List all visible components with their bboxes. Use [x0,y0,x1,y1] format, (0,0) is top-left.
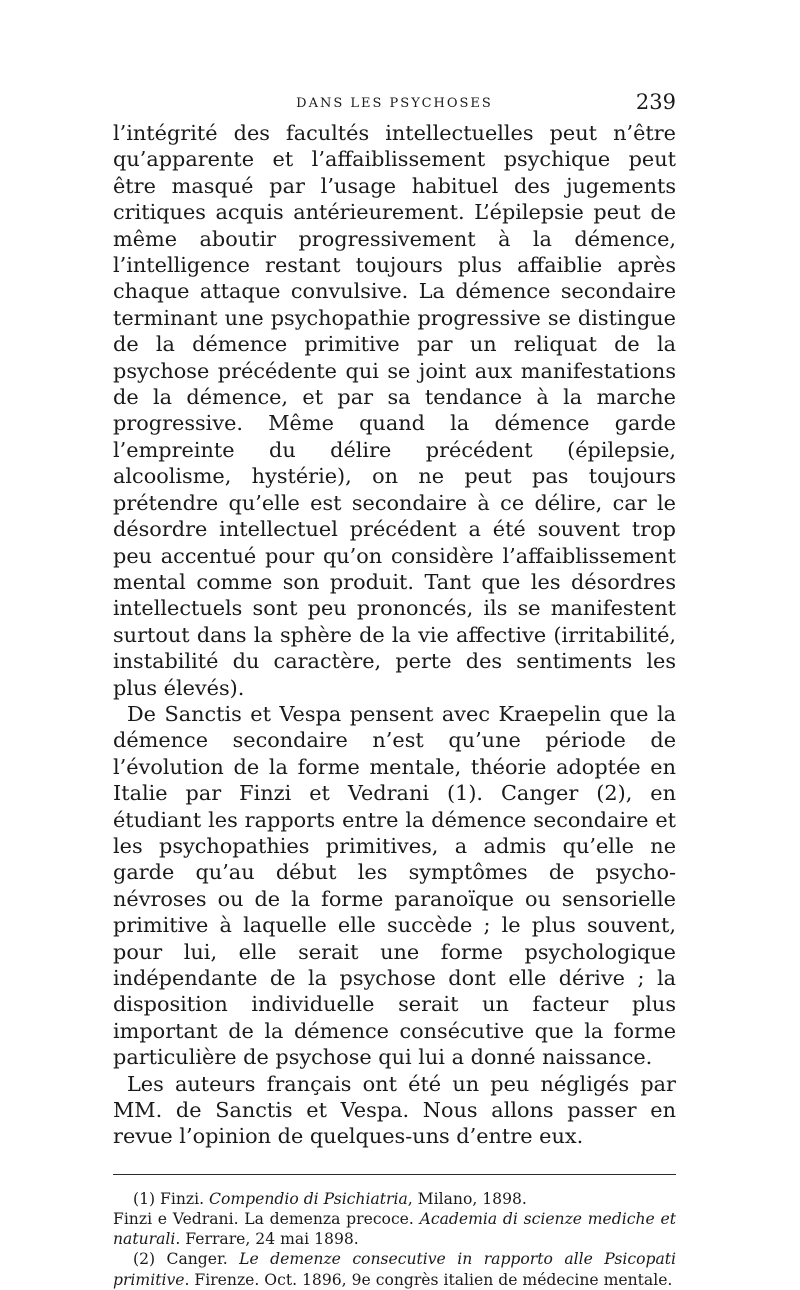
footnote-1 [113,1189,676,1209]
footnote-2-title: Le demenze consecutive in rapporto alle Psicopati primitive [113,1250,676,1289]
paragraph-3: Les auteurs français ont été un peu négligés par MM. de Sanctis et Vespa. Nous allons passer en revue l’opinion de quelques-uns d’entre eux. [113,1071,676,1149]
footnote-rule [113,1174,676,1175]
paragraph-2: De Sanctis et Vespa pensent avec Kraepelin que la démence secondaire n’est qu’une période de l’évolution de la forme mentale, théorie adoptée en Italie par Finzi et Vedrani (1). Canger (2), en étudiant les rapports entre la démence secondaire et les psychopathies primitives, a admis qu’elle ne garde qu’au début les symptômes de psycho-névroses ou de la forme paranoïque ou sensorielle primitive à laquelle elle succède ; le plus souvent, pour lui, elle serait une forme psychologique indépendante de la psychose dont elle dérive ; la disposition individuelle serait un facteur plus important de la démence consécutive que la forme particulière de psychose qui lui a donné naissance. [113,701,676,1070]
footnote-2-lead: (2) Canger. [133,1250,240,1269]
footnote-1b [113,1209,676,1249]
footnote-2-tail: . Firenze. Oct. 1896, 9e congrès italien de médecine mentale. [184,1270,673,1289]
running-head [113,86,676,120]
footnote-1-title: Compendio di Psichiatria [209,1189,408,1208]
paragraph-1: l’intégrité des facultés intellectuelles peut n’être qu’apparente et l’affaiblissement psychique peut être masqué par l’usage habituel des jugements critiques acquis antérieurement. L’épilepsie peut de même aboutir progressivement à la démence, l’intelligence restant toujours plus affaiblie après chaque attaque convulsive. La démence secondaire terminant une psychopathie progressive se distingue de la démence primitive par un reliquat de la psychose précédente qui se joint aux manifestations de la démence, et par sa tendance à la marche progressive. Même quand la démence garde l’empreinte du délire précédent (épilepsie, alcoolisme, hystérie), on ne peut pas toujours prétendre qu’elle est secondaire à ce délire, car le désordre intellectuel précédent a été souvent trop peu accentué pour qu’on considère l’affaiblissement mental comme son produit. Tant que les désordres intellectuels sont peu prononcés, ils se manifestent surtout dans la sphère de la vie affective (irritabilité, instabilité du caractère, perte des sentiments les plus élevés). [113,121,676,700]
footnotes [113,1189,676,1290]
body-text [113,120,676,1150]
footnote-1-lead: (1) Finzi. [133,1189,210,1208]
footnote-1-tail: , Milano, 1898. [407,1189,527,1208]
page-number: 239 [635,90,676,114]
running-title: DANS LES PSYCHOSES [296,96,493,111]
footnote-1b-tail: . Ferrare, 24 mai 1898. [175,1230,359,1249]
footnote-1b-title: Academia di scienze mediche et naturali [113,1210,676,1249]
footnote-1b-lead: Finzi e Vedrani. La demenza precoce. [113,1210,420,1229]
book-page [113,86,676,1290]
